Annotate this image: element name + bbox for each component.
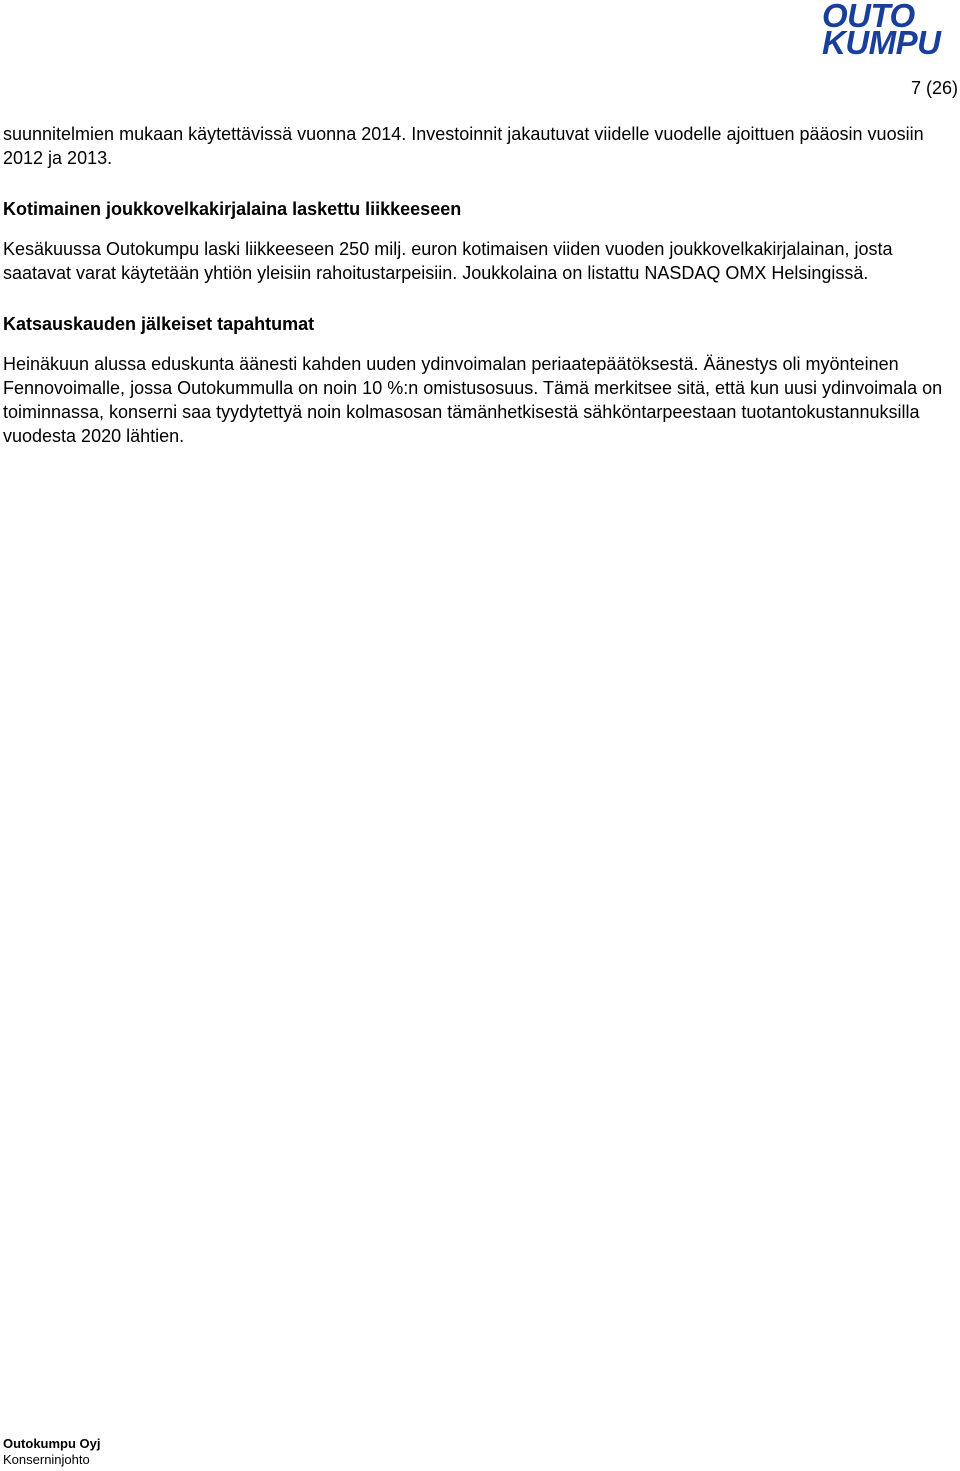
document-body xyxy=(3,122,953,448)
outokumpu-logo xyxy=(822,2,958,60)
page-number: 7 (26) xyxy=(910,78,958,98)
logo-text-line-1: OUTO xyxy=(822,0,915,34)
section-heading-subsequent-events: Katsauskauden jälkeiset tapahtumat xyxy=(3,314,315,334)
section-heading-bond: Kotimainen joukkovelkakirjalaina laskettu liikkeeseen xyxy=(3,199,462,219)
page-footer xyxy=(3,1436,101,1468)
intro-paragraph: suunnitelmien mukaan käytettävissä vuonna 2014. Investoinnit jakautuvat viidelle vuodelle ajoittuen pääosin vuosiin 2012 ja 2013. xyxy=(3,124,924,168)
footer-company: Outokumpu Oyj xyxy=(3,1436,101,1451)
footer-unit: Konserninjohto xyxy=(3,1452,90,1467)
section-paragraph-subsequent-events: Heinäkuun alussa eduskunta äänesti kahden uuden ydinvoimalan periaatepäätöksestä. Äänestys oli myönteinen Fennovoimalle, jossa Outokummulla on noin 10 %:n omistusosuus. Tämä merkitsee sitä, että kun uusi ydinvoimala on toiminnassa, konserni saa tyydytettyä noin kolmasosan tämänhetkisestä sähköntarpeestaan tuotantokustannuksilla vuodesta 2020 lähtien. xyxy=(3,354,943,446)
section-paragraph-bond: Kesäkuussa Outokumpu laski liikkeeseen 250 milj. euron kotimaisen viiden vuoden joukkovelkakirjalainan, josta saatavat varat käytetään yhtiön yleisiin rahoitustarpeisiin. Joukkolaina on listattu NASDAQ OMX Helsingissä. xyxy=(3,239,893,283)
logo-text-line-2: KUMPU xyxy=(822,24,941,61)
